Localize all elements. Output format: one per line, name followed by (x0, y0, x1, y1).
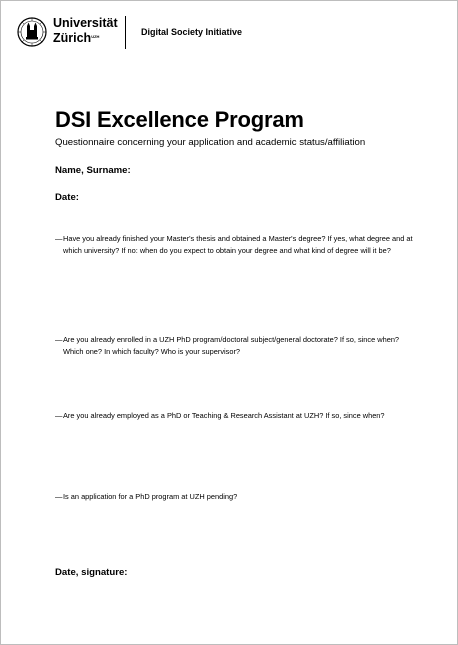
university-suffix: UZH (91, 34, 100, 39)
question-dash: — (55, 335, 63, 344)
date-field-label: Date: (55, 192, 79, 203)
question-4 (55, 491, 419, 503)
question-text: Are you already employed as a PhD or Teaching & Research Assistant at UZH? If so, since when? (63, 411, 385, 420)
question-text: Is an application for a PhD program at UZH pending? (63, 492, 238, 501)
question-2 (55, 334, 419, 357)
question-text: Have you already finished your Master's thesis and obtained a Master's degree? If yes, what degree and at which university? If no: when do you expect to obtain your degree and what kind of degree will it be? (63, 234, 413, 255)
question-dash: — (55, 492, 63, 501)
university-name-line2: Zürich (53, 31, 92, 45)
university-name-line1: Universität (53, 16, 118, 30)
initiative-name: Digital Society Initiative (141, 27, 243, 37)
question-1 (55, 233, 419, 256)
page-title: DSI Excellence Program (55, 107, 304, 132)
question-3 (55, 410, 419, 422)
signature-field-label: Date, signature: (55, 567, 128, 578)
page-header (17, 15, 447, 51)
university-name (53, 17, 118, 45)
question-dash: — (55, 411, 63, 420)
header-divider (125, 16, 126, 49)
page-subtitle: Questionnaire concerning your application and academic status/affiliation (55, 137, 366, 148)
university-seal-icon (17, 17, 47, 47)
question-dash: — (55, 234, 63, 243)
name-field-label: Name, Surname: (55, 165, 131, 176)
question-text: Are you already enrolled in a UZH PhD program/doctoral subject/general doctorate? If so, since when? Which one? In which faculty? Who is your supervisor? (63, 335, 400, 356)
